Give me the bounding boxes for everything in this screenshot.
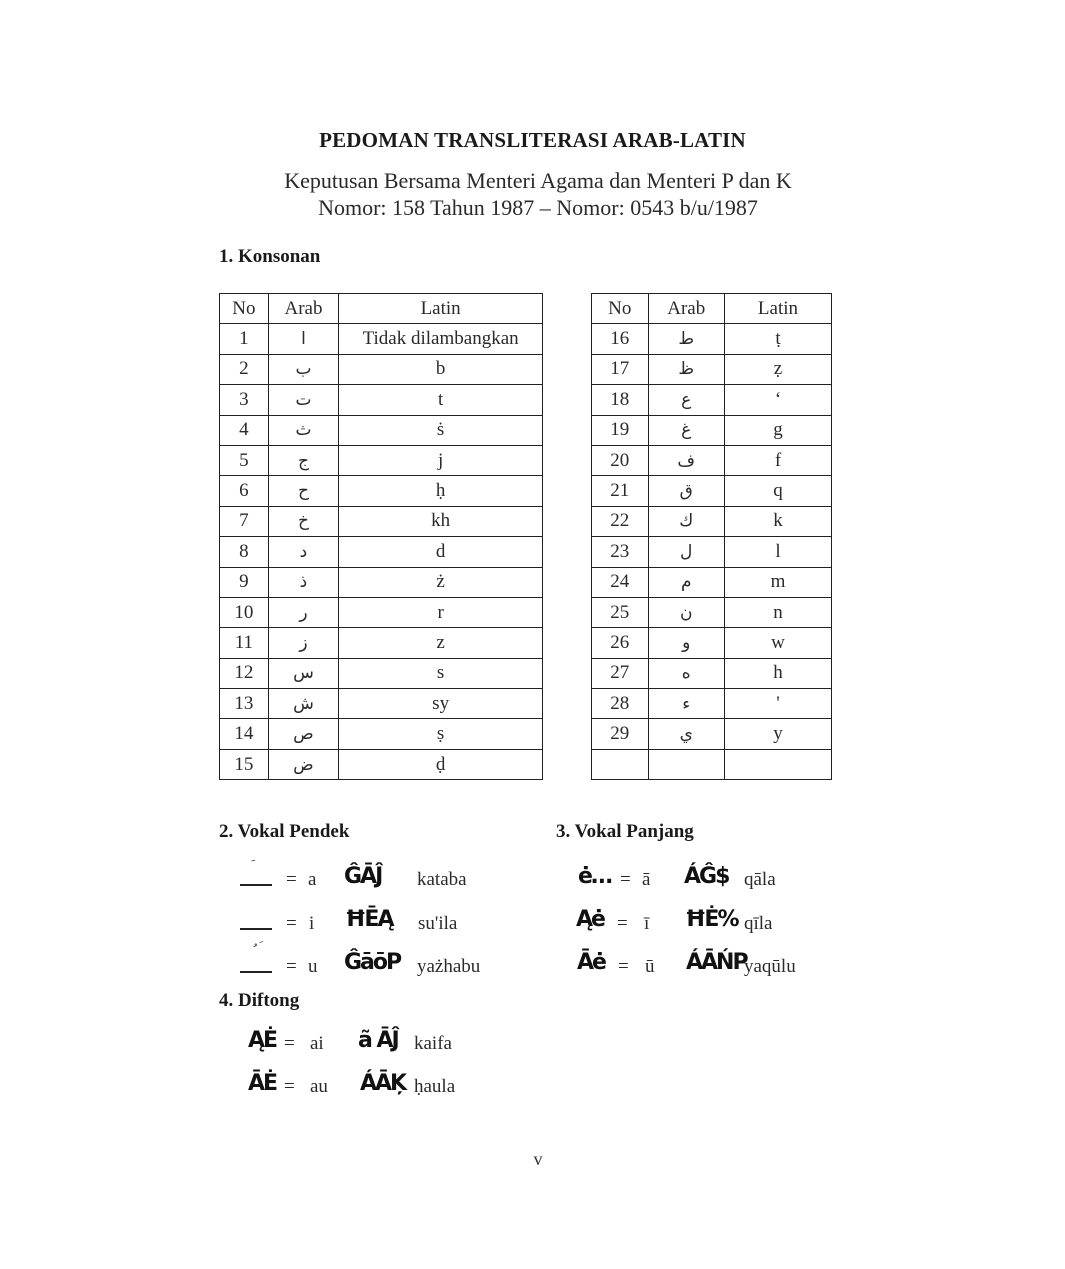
table-row (220, 415, 543, 445)
subtitle-number: Nomor: 158 Tahun 1987 – Nomor: 0543 b/u/1987 (318, 195, 758, 220)
diphthong-latin: ai (310, 1033, 324, 1054)
header-latin: Latin (339, 294, 543, 324)
table-row (592, 749, 832, 779)
table-row (220, 476, 543, 506)
cell-no: 23 (592, 537, 649, 567)
arabic-example-glyph: ÁĜ$ (684, 864, 729, 889)
table-header-row (592, 294, 832, 324)
example-word: qīla (744, 913, 773, 934)
arabic-diphthong-glyph: ĀĖ (248, 1071, 277, 1096)
equals-sign: = (620, 869, 631, 890)
cell-latin: ṣ (339, 719, 543, 749)
kasrah-line (240, 928, 272, 930)
cell-no: 18 (592, 385, 649, 415)
consonant-table-right (591, 293, 832, 780)
table-row (220, 324, 543, 354)
cell-no: 7 (220, 506, 269, 536)
cell-latin: b (339, 354, 543, 384)
table-header-row (220, 294, 543, 324)
cell-latin: m (724, 567, 831, 597)
table-row (592, 658, 832, 688)
section-short-vowel-heading: 2. Vokal Pendek (219, 821, 350, 842)
cell-latin: ṭ (724, 324, 831, 354)
cell-no: 20 (592, 445, 649, 475)
cell-latin: d (339, 537, 543, 567)
cell-arab: ل (648, 537, 724, 567)
cell-no: 13 (220, 689, 269, 719)
cell-arab: ذ (268, 567, 339, 597)
example-word: yażhabu (417, 956, 481, 977)
table-row (220, 506, 543, 536)
cell-latin: t (339, 385, 543, 415)
cell-no (592, 749, 649, 779)
cell-no: 19 (592, 415, 649, 445)
table-row (592, 324, 832, 354)
table-row (220, 628, 543, 658)
table-row (592, 506, 832, 536)
cell-arab: س (268, 658, 339, 688)
cell-no: 29 (592, 719, 649, 749)
table-row (220, 658, 543, 688)
table-row (592, 567, 832, 597)
table-row (592, 597, 832, 627)
cell-arab: ز (268, 628, 339, 658)
fathah-line (240, 884, 272, 886)
cell-arab: غ (648, 415, 724, 445)
cell-arab: ك (648, 506, 724, 536)
vowel-latin: ī (644, 913, 650, 934)
section-diphthong-heading: 4. Diftong (219, 990, 300, 1011)
cell-no: 6 (220, 476, 269, 506)
table-row (592, 354, 832, 384)
cell-latin: ẓ (724, 354, 831, 384)
table-row (592, 537, 832, 567)
arabic-vowel-glyph: ė… (578, 864, 611, 889)
table-row (592, 628, 832, 658)
equals-sign: = (284, 1033, 295, 1054)
cell-latin: j (339, 445, 543, 475)
cell-latin: s (339, 658, 543, 688)
cell-arab: ط (648, 324, 724, 354)
page-number: v (533, 1149, 543, 1169)
cell-latin: ḍ (339, 749, 543, 779)
arabic-example-glyph: ÁĀĶ (360, 1071, 406, 1096)
arabic-vowel-glyph: Ąė (576, 907, 604, 932)
table-row (220, 689, 543, 719)
table-row (592, 445, 832, 475)
cell-arab: ف (648, 445, 724, 475)
table-row (592, 385, 832, 415)
cell-latin: ' (724, 689, 831, 719)
cell-arab: ث (268, 415, 339, 445)
example-word: qāla (744, 869, 776, 890)
equals-sign: = (286, 913, 297, 934)
cell-no: 26 (592, 628, 649, 658)
equals-sign: = (618, 956, 629, 977)
table-row (220, 567, 543, 597)
cell-latin: kh (339, 506, 543, 536)
cell-no: 27 (592, 658, 649, 688)
cell-arab: ء (648, 689, 724, 719)
consonant-table-left (219, 293, 543, 780)
example-word: kaifa (414, 1033, 452, 1054)
cell-arab: ع (648, 385, 724, 415)
table-row (220, 385, 543, 415)
cell-arab: ش (268, 689, 339, 719)
cell-latin: Tidak dilambangkan (339, 324, 543, 354)
cell-no: 9 (220, 567, 269, 597)
table-row (220, 597, 543, 627)
cell-latin: ḥ (339, 476, 543, 506)
cell-arab: ر (268, 597, 339, 627)
header-arab: Arab (648, 294, 724, 324)
example-word: su'ila (418, 913, 458, 934)
arabic-example-glyph: ĜāōP (344, 950, 401, 975)
equals-sign: = (284, 1076, 295, 1097)
cell-arab: ج (268, 445, 339, 475)
cell-no: 4 (220, 415, 269, 445)
vowel-latin: ū (645, 956, 655, 977)
header-arab: Arab (268, 294, 339, 324)
cell-arab: ص (268, 719, 339, 749)
cell-no: 16 (592, 324, 649, 354)
cell-arab: ق (648, 476, 724, 506)
equals-sign: = (286, 956, 297, 977)
cell-arab: ي (648, 719, 724, 749)
cell-no: 2 (220, 354, 269, 384)
table-row (220, 749, 543, 779)
arabic-example-glyph: ã ĀĴ (358, 1028, 398, 1053)
table-row (220, 354, 543, 384)
cell-no: 25 (592, 597, 649, 627)
cell-no: 24 (592, 567, 649, 597)
cell-latin: ż (339, 567, 543, 597)
vowel-latin: u (308, 956, 318, 977)
cell-no: 12 (220, 658, 269, 688)
section-konsonan-heading: 1. Konsonan (219, 246, 321, 267)
page-title: PEDOMAN TRANSLITERASI ARAB-LATIN (319, 128, 746, 152)
cell-latin: f (724, 445, 831, 475)
header-no: No (592, 294, 649, 324)
cell-latin: n (724, 597, 831, 627)
cell-latin: q (724, 476, 831, 506)
cell-latin (724, 749, 831, 779)
arabic-diphthong-glyph: ĄĖ (248, 1028, 277, 1053)
cell-no: 15 (220, 749, 269, 779)
cell-arab: ظ (648, 354, 724, 384)
cell-arab: ا (268, 324, 339, 354)
cell-arab: ت (268, 385, 339, 415)
cell-no: 22 (592, 506, 649, 536)
cell-latin: k (724, 506, 831, 536)
cell-arab: ض (268, 749, 339, 779)
arabic-example-glyph: ÁĀŃP (686, 950, 747, 975)
cell-latin: g (724, 415, 831, 445)
arabic-example-glyph: ĦĒĄ (345, 907, 393, 932)
table-row (220, 445, 543, 475)
dammah-line (240, 971, 272, 973)
table-row (592, 476, 832, 506)
cell-latin: w (724, 628, 831, 658)
table-row (592, 415, 832, 445)
table-row (220, 719, 543, 749)
cell-arab: ح (268, 476, 339, 506)
example-word: ḥaula (414, 1076, 456, 1097)
cell-latin: ṡ (339, 415, 543, 445)
cell-no: 21 (592, 476, 649, 506)
cell-no: 17 (592, 354, 649, 384)
arabic-example-glyph: ĦĖ% (685, 907, 738, 932)
cell-arab: ن (648, 597, 724, 627)
vowel-latin: ā (642, 869, 651, 890)
table-row (220, 537, 543, 567)
cell-arab: و (648, 628, 724, 658)
subtitle-decree: Keputusan Bersama Menteri Agama dan Menteri P dan K (284, 168, 792, 193)
section-long-vowel-heading: 3. Vokal Panjang (556, 821, 694, 842)
cell-arab: خ (268, 506, 339, 536)
cell-latin: ‘ (724, 385, 831, 415)
table-row (592, 689, 832, 719)
header-latin: Latin (724, 294, 831, 324)
cell-no: 28 (592, 689, 649, 719)
cell-no: 1 (220, 324, 269, 354)
cell-latin: r (339, 597, 543, 627)
table-row (592, 719, 832, 749)
cell-no: 14 (220, 719, 269, 749)
cell-arab: م (648, 567, 724, 597)
equals-sign: = (286, 869, 297, 890)
cell-latin: z (339, 628, 543, 658)
cell-latin: h (724, 658, 831, 688)
arabic-vowel-glyph: Āė (577, 950, 605, 975)
cell-no: 3 (220, 385, 269, 415)
vowel-latin: a (308, 869, 317, 890)
cell-arab: ب (268, 354, 339, 384)
cell-latin: y (724, 719, 831, 749)
cell-latin: sy (339, 689, 543, 719)
cell-arab (648, 749, 724, 779)
equals-sign: = (617, 913, 628, 934)
cell-no: 11 (220, 628, 269, 658)
arabic-example-glyph: ĜĀĴ (344, 864, 382, 889)
example-word: yaqūlu (744, 956, 796, 977)
cell-arab: ه (648, 658, 724, 688)
cell-no: 8 (220, 537, 269, 567)
cell-no: 5 (220, 445, 269, 475)
example-word: kataba (417, 869, 467, 890)
vowel-latin: i (309, 913, 315, 934)
cell-arab: د (268, 537, 339, 567)
diphthong-latin: au (310, 1076, 328, 1097)
header-no: No (220, 294, 269, 324)
cell-no: 10 (220, 597, 269, 627)
cell-latin: l (724, 537, 831, 567)
